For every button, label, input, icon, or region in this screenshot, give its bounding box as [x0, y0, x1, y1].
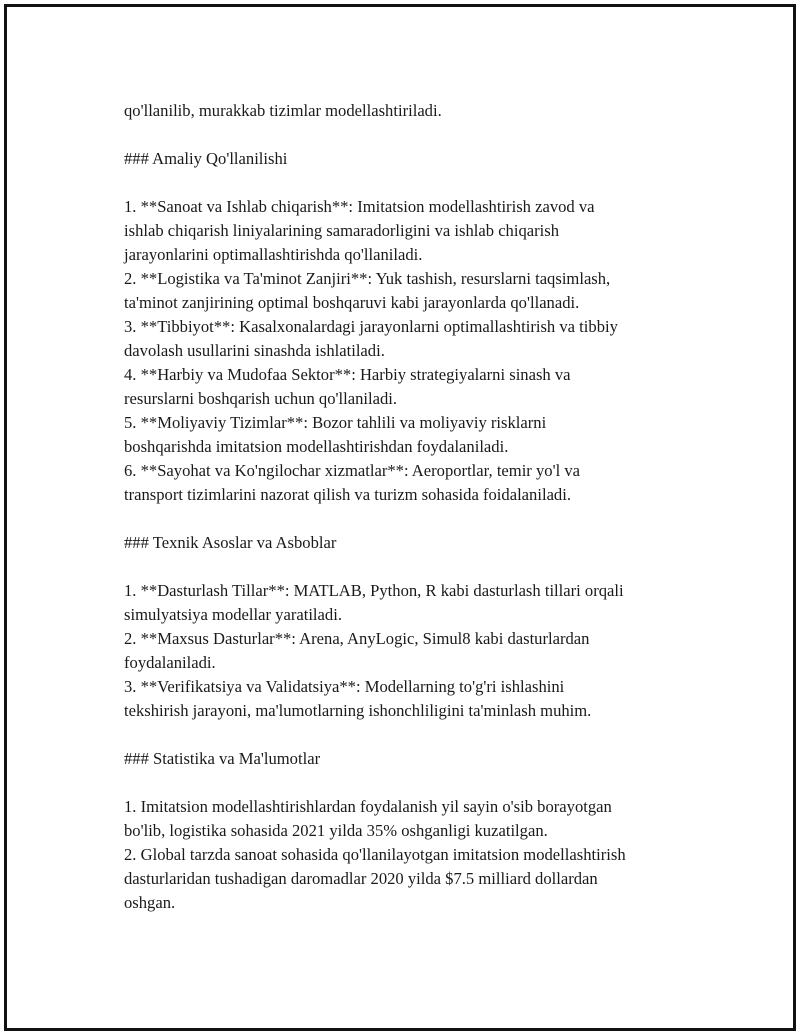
blank-line	[124, 507, 704, 531]
blank-line	[124, 771, 704, 795]
text-line: 3. **Tibbiyot**: Kasalxonalardagi jarayonlarni optimallashtirish va tibbiy	[124, 317, 618, 336]
text-line: 1. **Sanoat va Ishlab chiqarish**: Imitatsion modellashtirish zavod va	[124, 197, 595, 216]
text-line: 2. Global tarzda sanoat sohasida qo'llanilayotgan imitatsion modellashtirish	[124, 845, 626, 864]
blank-line	[124, 555, 704, 579]
section-heading: ### Amaliy Qo'llanilishi	[124, 149, 288, 168]
text-line: 1. **Dasturlash Tillar**: MATLAB, Python, R kabi dasturlash tillari orqali	[124, 581, 624, 600]
section-heading: ### Statistika va Ma'lumotlar	[124, 749, 321, 768]
text-line: dasturlaridan tushadigan daromadlar 2020 yilda $7.5 milliard dollardan	[124, 869, 598, 888]
text-line: ta'minot zanjirining optimal boshqaruvi kabi jarayonlarda qo'llanadi.	[124, 293, 580, 312]
section-heading: ### Texnik Asoslar va Asboblar	[124, 533, 337, 552]
text-line: 6. **Sayohat va Ko'ngilochar xizmatlar**: Aeroportlar, temir yo'l va	[124, 461, 580, 480]
text-line: resurslarni boshqarish uchun qo'llaniladi.	[124, 389, 398, 408]
text-line: simulyatsiya modellar yaratiladi.	[124, 605, 342, 624]
text-line: 5. **Moliyaviy Tizimlar**: Bozor tahlili va moliyaviy risklarni	[124, 413, 547, 432]
text-line: 1. Imitatsion modellashtirishlardan foydalanish yil sayin o'sib borayotgan	[124, 797, 612, 816]
text-line: jarayonlarini optimallashtirishda qo'llaniladi.	[124, 245, 423, 264]
text-line: 2. **Logistika va Ta'minot Zanjiri**: Yuk tashish, resurslarni taqsimlash,	[124, 269, 611, 288]
text-line: tekshirish jarayoni, ma'lumotlarning ishonchliligini ta'minlash muhim.	[124, 701, 592, 720]
text-line: bo'lib, logistika sohasida 2021 yilda 35% oshganligi kuzatilgan.	[124, 821, 548, 840]
blank-line	[124, 723, 704, 747]
text-line: qo'llanilib, murakkab tizimlar modellashtiriladi.	[124, 101, 442, 120]
text-line: ishlab chiqarish liniyalarining samaradorligini va ishlab chiqarish	[124, 221, 560, 240]
text-line: 3. **Verifikatsiya va Validatsiya**: Modellarning to'g'ri ishlashini	[124, 677, 565, 696]
text-line: boshqarishda imitatsion modellashtirishdan foydalaniladi.	[124, 437, 509, 456]
text-line: transport tizimlarini nazorat qilish va turizm sohasida foidalaniladi.	[124, 485, 571, 504]
text-line: oshgan.	[124, 893, 176, 912]
document-body	[124, 99, 704, 915]
document-page	[4, 4, 796, 1031]
blank-line	[124, 123, 704, 147]
blank-line	[124, 171, 704, 195]
text-line: 2. **Maxsus Dasturlar**: Arena, AnyLogic, Simul8 kabi dasturlardan	[124, 629, 590, 648]
text-line: davolash usullarini sinashda ishlatiladi.	[124, 341, 385, 360]
text-line: 4. **Harbiy va Mudofaa Sektor**: Harbiy strategiyalarni sinash va	[124, 365, 571, 384]
text-line: foydalaniladi.	[124, 653, 216, 672]
